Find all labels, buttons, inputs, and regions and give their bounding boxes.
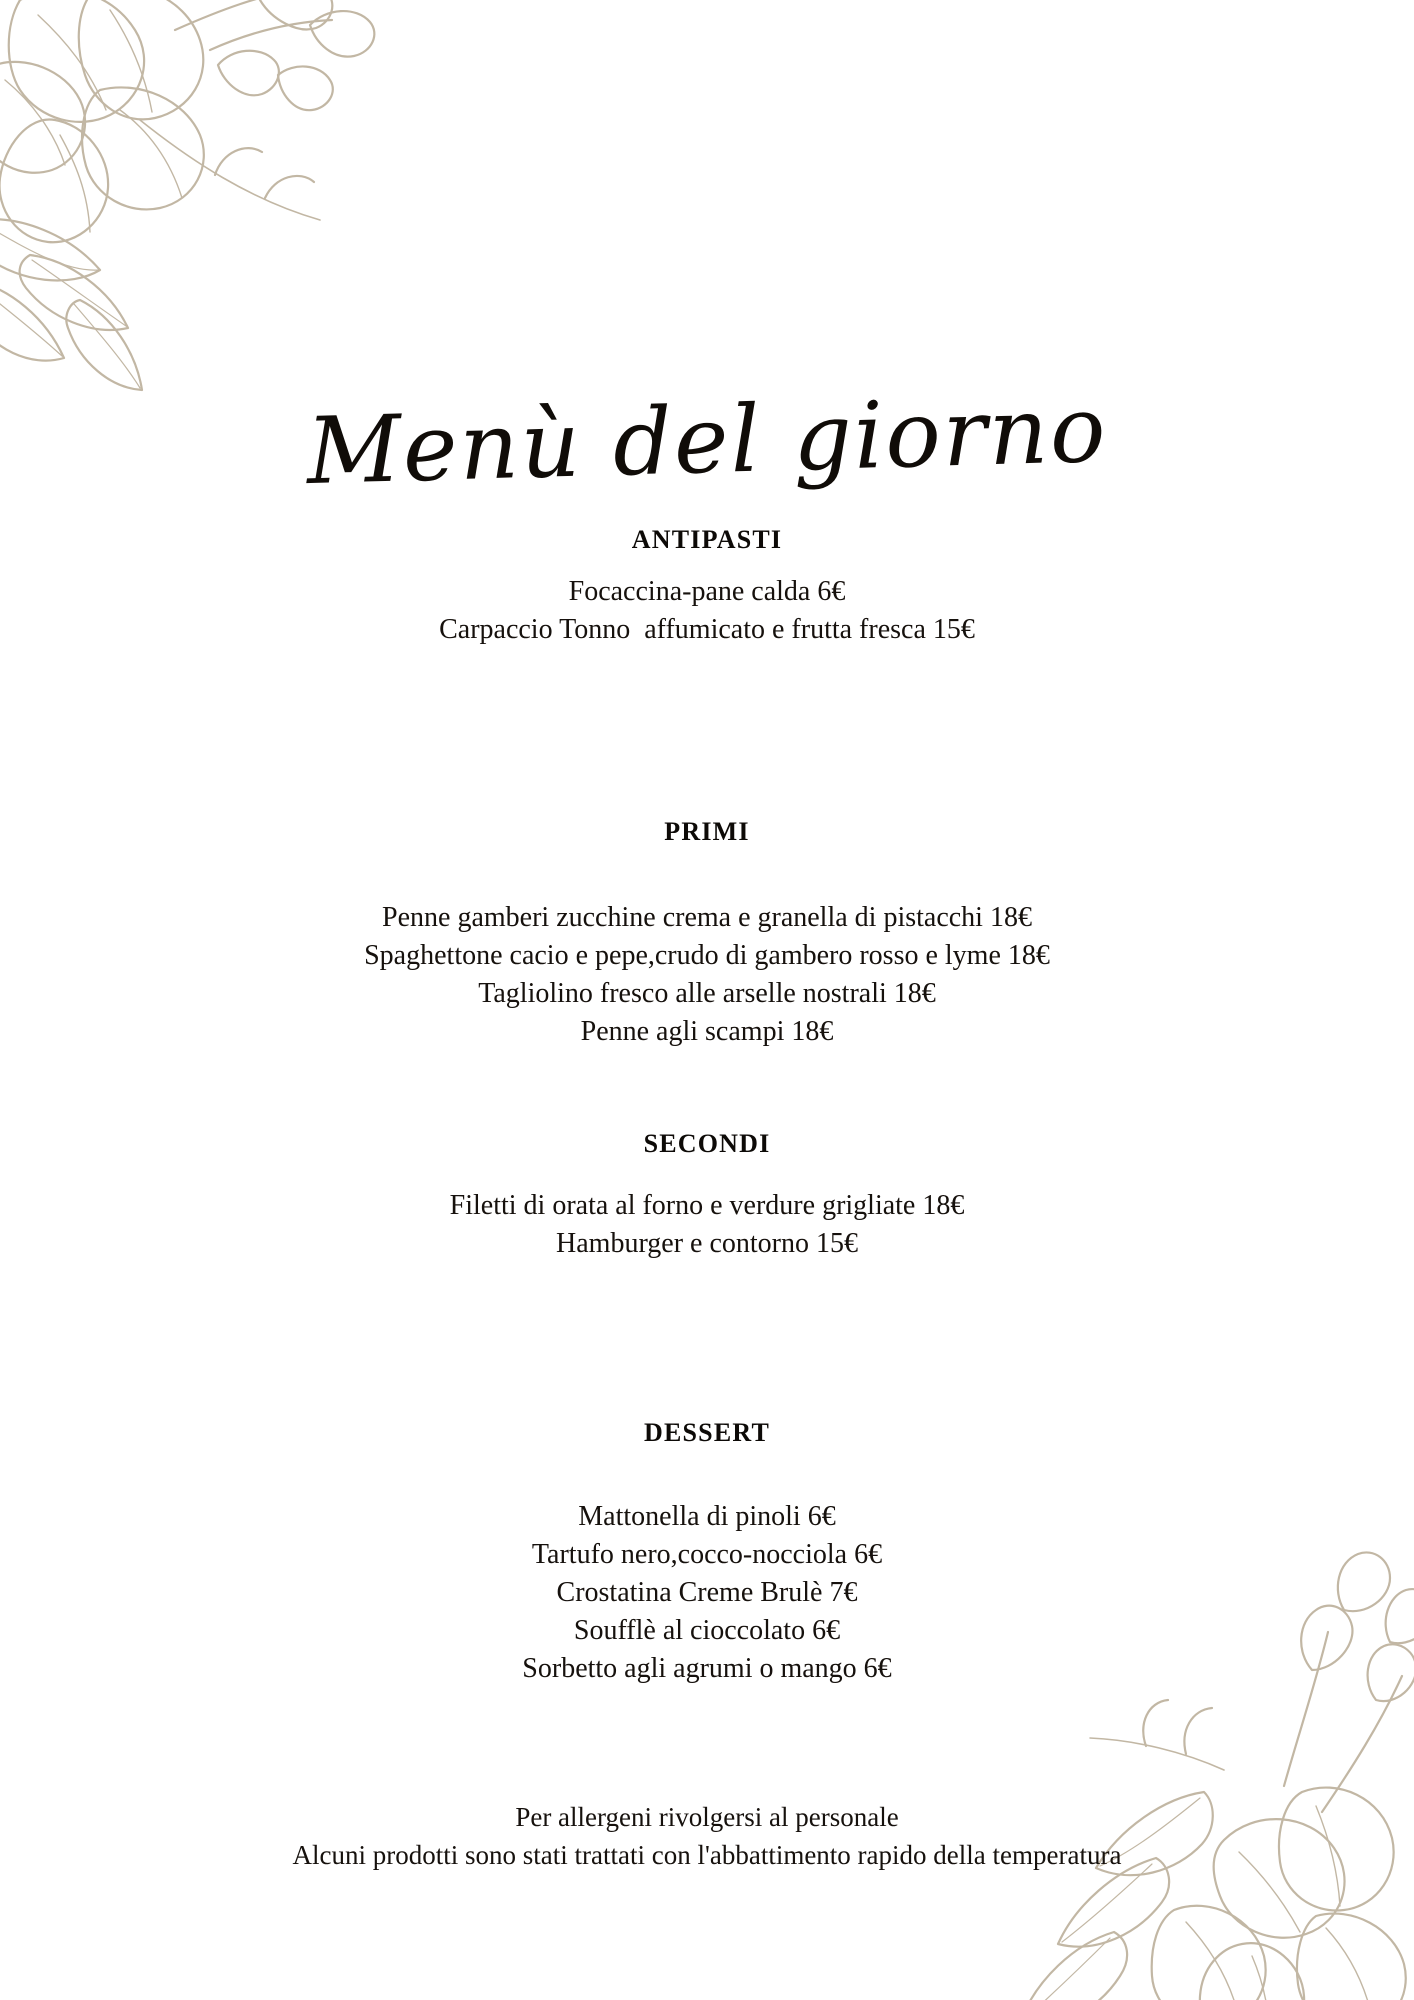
menu-item: Soufflè al cioccolato 6€ xyxy=(573,1615,841,1646)
section-heading: SECONDI xyxy=(643,1129,771,1158)
allergen-notice-line-1: Per allergeni rivolgersi al personale xyxy=(515,1802,899,1832)
menu-section-secondi xyxy=(0,1129,1414,1263)
menu-item: Spaghettone cacio e pepe,crudo di gambero rosso e lyme 18€ xyxy=(364,940,1050,971)
floral-lily-ornament-top-left xyxy=(0,0,480,440)
menu-section-primi xyxy=(0,817,1414,1051)
menu-item: Filetti di orata al forno e verdure grigliate 18€ xyxy=(449,1190,965,1221)
menu-item: Tagliolino fresco alle arselle nostrali 18€ xyxy=(478,978,936,1009)
section-items xyxy=(0,573,1414,649)
section-heading: DESSERT xyxy=(644,1418,770,1447)
menu-sections xyxy=(0,525,1414,1874)
section-heading: PRIMI xyxy=(664,817,750,846)
menu-item: Sorbetto agli agrumi o mango 6€ xyxy=(522,1653,892,1684)
allergen-notice xyxy=(0,1798,1414,1874)
menu-item: Penne gamberi zucchine crema e granella di pistacchi 18€ xyxy=(382,902,1032,933)
allergen-notice-line-2: Alcuni prodotti sono stati trattati con l'abbattimento rapido della temperatura xyxy=(292,1840,1122,1870)
menu-item: Hamburger e contorno 15€ xyxy=(556,1228,858,1259)
menu-item: Focaccina-pane calda 6€ xyxy=(568,576,846,607)
section-heading: ANTIPASTI xyxy=(631,525,783,554)
menu-section-antipasti xyxy=(0,525,1414,649)
section-items xyxy=(0,1498,1414,1688)
menu-item: Tartufo nero,cocco-nocciola 6€ xyxy=(531,1539,883,1570)
section-items xyxy=(0,1187,1414,1263)
section-items xyxy=(0,899,1414,1051)
page-title: Menù del giorno xyxy=(305,375,1109,506)
menu-item: Mattonella di pinoli 6€ xyxy=(578,1501,836,1532)
menu-item: Crostatina Creme Brulè 7€ xyxy=(556,1577,858,1608)
menu-item: Carpaccio Tonno affumicato e frutta fresca 15€ xyxy=(439,614,975,645)
menu-item: Penne agli scampi 18€ xyxy=(580,1016,834,1047)
menu-section-dessert xyxy=(0,1418,1414,1688)
